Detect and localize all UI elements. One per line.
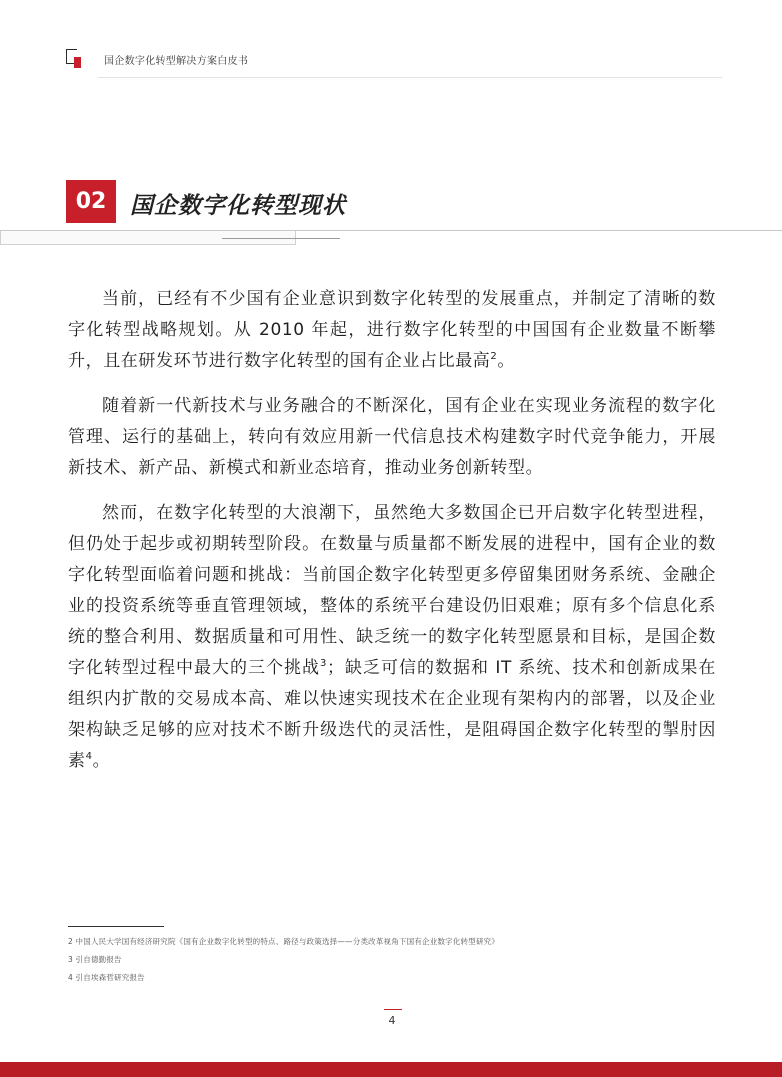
page-number-mark — [384, 1009, 402, 1010]
footnote-3: 3 引自德勤报告 — [68, 955, 122, 964]
paragraph-2: 随着新一代新技术与业务融合的不断深化，国有企业在实现业务流程的数字化管理、运行的基础上，转向有效应用新一代信息技术构建数字时代竞争能力，开展新技术、新产品、新模式和新业态培育，推动业务创新转型。 — [68, 396, 716, 478]
footnote-divider — [68, 926, 164, 927]
body-text — [68, 284, 716, 791]
footnote-2: 2 中国人民大学国有经济研究院《国有企业数字化转型的特点、路径与政策选择——分类改革视角下国有企业数字化转型研究》 — [68, 937, 500, 946]
paragraph-1: 当前，已经有不少国有企业意识到数字化转型的发展重点，并制定了清晰的数字化转型战略规划。从 2010 年起，进行数字化转型的中国国有企业数量不断攀升，且在研发环节进行数字化转型的国有企业占比最高$^2$。 — [68, 289, 716, 371]
page-number: 4 — [388, 1014, 396, 1027]
footnote-ref-3: 3 — [320, 658, 327, 669]
paragraph-3: 然而，在数字化转型的大浪潮下，虽然绝大多数国企已开启数字化转型进程，但仍处于起步或初期转型阶段。在数量与质量都不断发展的进程中，国有企业的数字化转型面临着问题和挑战：当前国企数字化转型更多停留集团财务系统、金融企业的投资系统等垂直管理领域，整体的系统平台建设仍旧艰难；原有多个信息化系统的整合利用、数据质量和可用性、缺乏统一的数字化转型愿景和目标，是国企数字化转型过程中最大的三个挑战$^3$；缺乏可信的数据和 IT 系统、技术和创新成果在组织内扩散的交易成本高、难以快速实现技术在企业现有架构内的部署，以及企业架构缺乏足够的应对技术不断升级迭代的灵活性，是阻碍国企数字化转型的掣肘因素$^4$。 — [68, 503, 716, 771]
section-accent-line — [222, 238, 340, 239]
footnote-ref-2: 2 — [490, 351, 498, 362]
brand-logo-icon — [66, 49, 81, 68]
section-title: 国企数字化转型现状 — [130, 193, 346, 219]
header-divider — [98, 77, 722, 78]
footnote-4: 4 引自埃森哲研究报告 — [68, 973, 145, 982]
running-header-title: 国企数字化转型解决方案白皮书 — [104, 56, 249, 67]
footnote-ref-4: 4 — [85, 751, 93, 762]
section-number-badge: 02 — [66, 180, 116, 223]
footer-band — [0, 1062, 782, 1077]
